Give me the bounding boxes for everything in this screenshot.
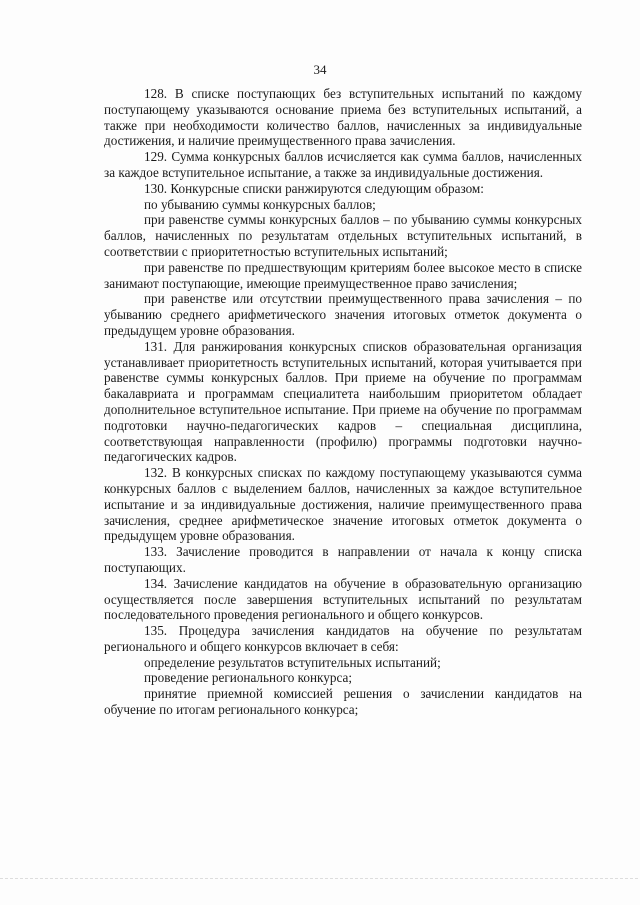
list-item: по убыванию суммы конкурсных баллов; — [144, 196, 376, 212]
list-item: принятие приемной комиссией решения о зачислении кандидатов на обучение по итогам регионального конкурса; — [104, 686, 582, 718]
list-item: определение результатов вступительных испытаний; — [144, 654, 441, 670]
page-number: 34 — [313, 62, 327, 77]
paragraph-130: 130. Конкурсные списки ранжируются следующим образом: — [144, 180, 484, 196]
paragraph-129: 129. Сумма конкурсных баллов исчисляется как сумма баллов, начисленных за каждое вступительное испытание, а также за индивидуальные достижения. — [104, 149, 582, 180]
paragraph-131: 131. Для ранжирования конкурсных списков образовательная организация устанавливает приоритетность вступительных испытаний, которая учитывается при равенстве суммы конкурсных баллов. При приеме на обучение по программам бакалавриата и программам специалитета наибольшим приоритетом обладает дополнительное вступительное испытание. При приеме на обучение по программам подготовки научно-педагогических кадров – специальная дисциплина, соответствующая направленности (профилю) программы подготовки научно-педагогических кадров. — [104, 338, 582, 465]
document-body — [104, 86, 582, 718]
paragraph-135: 135. Процедура зачисления кандидатов на обучение по результатам регионального и общего конкурсов включает в себя: — [104, 623, 582, 654]
paragraph-134: 134. Зачисление кандидатов на обучение в образовательную организацию осуществляется после завершения вступительных испытаний по результатам последовательного проведения регионального и общего конкурсов. — [104, 575, 582, 623]
paragraph-133: 133. Зачисление проводится в направлении от начала к концу списка поступающих. — [104, 544, 582, 575]
paragraph-128: 128. В списке поступающих без вступительных испытаний по каждому поступающему указываются основание приема без вступительных испытаний, а также при необходимости количество баллов, начисленных за индивидуальные достижения, и наличие преимущественного права зачисления. — [104, 86, 582, 149]
scan-edge-line — [0, 878, 640, 879]
list-item: при равенстве или отсутствии преимущественного права зачисления – по убыванию среднего арифметического значения итоговых отметок документа о предыдущем уровне образования. — [104, 291, 582, 338]
list-item: проведение регионального конкурса; — [144, 670, 352, 686]
list-item: при равенстве суммы конкурсных баллов – по убыванию суммы конкурсных баллов, начисленных по результатам отдельных вступительных испытаний, в соответствии с приоритетностью вступительных испытаний; — [104, 212, 582, 259]
list-item: при равенстве по предшествующим критериям более высокое место в списке занимают поступающие, имеющие преимущественное право зачисления; — [104, 259, 582, 291]
paragraph-132: 132. В конкурсных списках по каждому поступающему указываются сумма конкурсных баллов с выделением баллов, начисленных за каждое вступительное испытание и за индивидуальные достижения, наличие преимущественного права зачисления, среднее арифметическое значение итоговых отметок документа о предыдущем уровне образования. — [104, 465, 582, 544]
